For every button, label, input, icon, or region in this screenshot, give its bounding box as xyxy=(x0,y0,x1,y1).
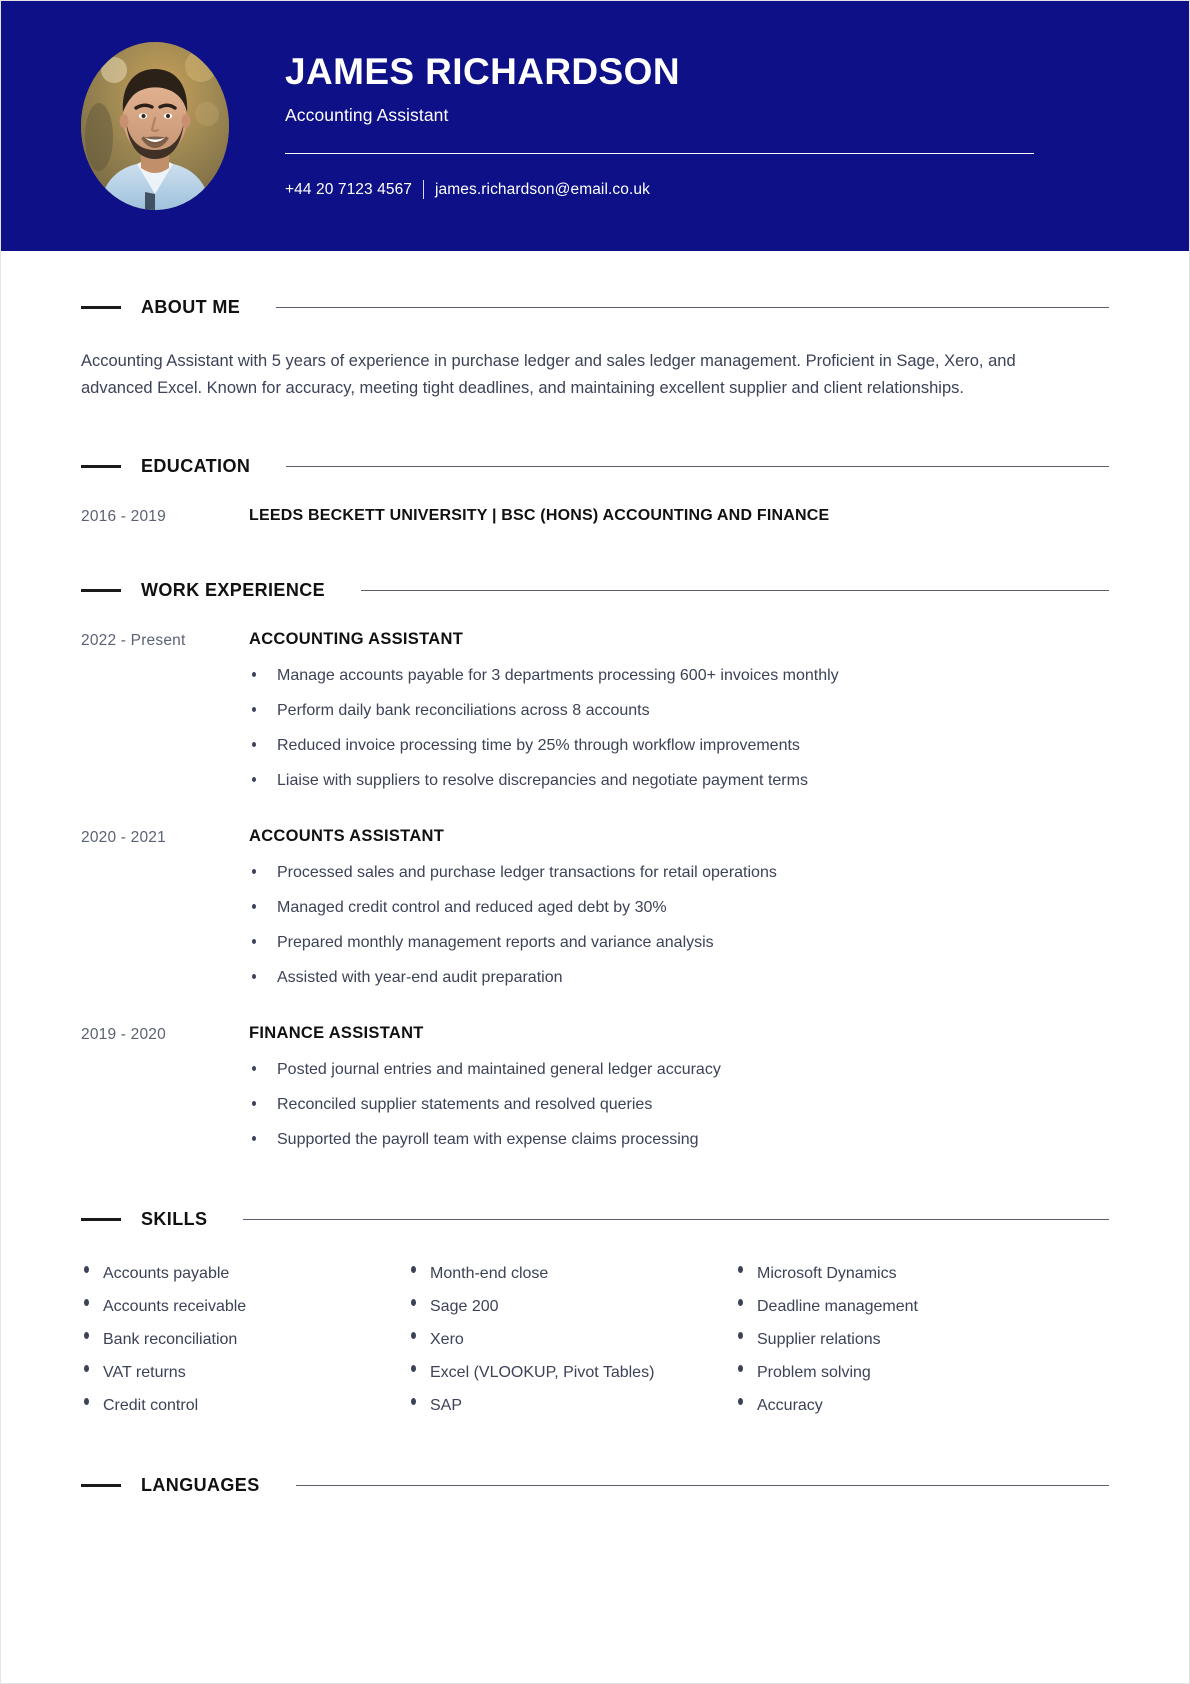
section-rule xyxy=(361,590,1109,591)
about-me-text: Accounting Assistant with 5 years of experience in purchase ledger and sales ledger management. Proficient in Sage, Xero, and advanced Excel. Known for accuracy, meeting tight deadlines, and maintaining excellent supplier and client relationships. xyxy=(81,352,1016,397)
work-bullet: Prepared monthly management reports and variance analysis xyxy=(249,931,1109,955)
header-divider xyxy=(285,153,1034,154)
section-rule xyxy=(296,1485,1109,1486)
work-job-title: ACCOUNTING ASSISTANT xyxy=(249,629,464,648)
work-entry xyxy=(81,630,1109,793)
work-bullet: Reconciled supplier statements and resolved queries xyxy=(249,1093,1109,1117)
skill-item: Accuracy xyxy=(735,1390,1109,1423)
section-dash-icon xyxy=(81,1218,121,1221)
work-bullet-list xyxy=(249,861,1109,990)
work-job-title: ACCOUNTS ASSISTANT xyxy=(249,826,445,845)
skill-item: Deadline management xyxy=(735,1291,1109,1324)
section-skills xyxy=(81,1210,1109,1423)
work-entry xyxy=(81,1024,1109,1152)
section-dash-icon xyxy=(81,589,121,592)
section-dash-icon xyxy=(81,306,121,309)
skills-grid xyxy=(81,1258,1109,1423)
section-title-skills: SKILLS xyxy=(141,1209,208,1230)
section-header-work xyxy=(81,581,1109,601)
skill-item: Credit control xyxy=(81,1390,408,1423)
work-bullet: Managed credit control and reduced aged debt by 30% xyxy=(249,896,1109,920)
work-details xyxy=(249,1024,1109,1152)
section-languages xyxy=(81,1476,1109,1496)
skill-item: Sage 200 xyxy=(408,1291,735,1324)
section-rule xyxy=(243,1219,1109,1220)
skill-item: VAT returns xyxy=(81,1357,408,1390)
work-bullet: Reduced invoice processing time by 25% through workflow improvements xyxy=(249,734,1109,758)
skill-item: Month-end close xyxy=(408,1258,735,1291)
email-address[interactable]: james.richardson@email.co.uk xyxy=(435,180,650,198)
education-degree: LEEDS BECKETT UNIVERSITY | BSC (HONS) ACCOUNTING AND FINANCE xyxy=(249,506,830,524)
section-header-languages xyxy=(81,1476,1109,1496)
avatar xyxy=(81,42,229,210)
work-bullet: Assisted with year-end audit preparation xyxy=(249,966,1109,990)
skill-item: Xero xyxy=(408,1324,735,1357)
work-bullet: Perform daily bank reconciliations across 8 accounts xyxy=(249,699,1109,723)
section-rule xyxy=(276,307,1109,308)
work-job-title: FINANCE ASSISTANT xyxy=(249,1023,424,1042)
work-bullet-list xyxy=(249,1058,1109,1152)
work-bullet-list xyxy=(249,664,1109,793)
skill-item: SAP xyxy=(408,1390,735,1423)
section-education xyxy=(81,457,1109,526)
education-entry xyxy=(81,507,1109,526)
work-bullet: Supported the payroll team with expense claims processing xyxy=(249,1128,1109,1152)
skill-item: Excel (VLOOKUP, Pivot Tables) xyxy=(408,1357,735,1390)
resume-body xyxy=(1,297,1189,1496)
page-title: JAMES RICHARDSON xyxy=(285,50,680,92)
work-entry xyxy=(81,827,1109,990)
header-text-block xyxy=(285,50,1189,200)
work-details xyxy=(249,630,1109,793)
section-header-about xyxy=(81,297,1109,317)
section-dash-icon xyxy=(81,1484,121,1487)
work-details xyxy=(249,827,1109,990)
phone-number[interactable]: +44 20 7123 4567 xyxy=(285,180,413,198)
job-role-subtitle: Accounting Assistant xyxy=(285,105,449,126)
contact-line xyxy=(285,180,1034,199)
resume-header xyxy=(1,1,1189,251)
section-work-experience xyxy=(81,581,1109,1152)
work-dates: 2019 - 2020 xyxy=(81,1025,166,1043)
section-title-education: EDUCATION xyxy=(141,456,251,477)
skill-item: Bank reconciliation xyxy=(81,1324,408,1357)
work-bullet: Manage accounts payable for 3 departments processing 600+ invoices monthly xyxy=(249,664,1109,688)
section-rule xyxy=(286,466,1109,467)
section-header-education xyxy=(81,457,1109,477)
skill-item: Problem solving xyxy=(735,1357,1109,1390)
section-header-skills xyxy=(81,1210,1109,1230)
work-bullet: Posted journal entries and maintained general ledger accuracy xyxy=(249,1058,1109,1082)
avatar-photo xyxy=(81,42,229,210)
skill-item: Accounts payable xyxy=(81,1258,408,1291)
work-dates: 2022 - Present xyxy=(81,631,186,649)
section-about-me xyxy=(81,297,1109,402)
education-dates: 2016 - 2019 xyxy=(81,507,166,525)
section-title-about: ABOUT ME xyxy=(141,296,241,317)
skill-item: Accounts receivable xyxy=(81,1291,408,1324)
section-dash-icon xyxy=(81,465,121,468)
section-title-languages: LANGUAGES xyxy=(141,1475,260,1496)
work-bullet: Processed sales and purchase ledger transactions for retail operations xyxy=(249,861,1109,885)
section-title-work: WORK EXPERIENCE xyxy=(141,580,326,601)
work-bullet: Liaise with suppliers to resolve discrepancies and negotiate payment terms xyxy=(249,769,1109,793)
contact-separator xyxy=(423,180,424,199)
skill-item: Microsoft Dynamics xyxy=(735,1258,1109,1291)
skill-item: Supplier relations xyxy=(735,1324,1109,1357)
work-dates: 2020 - 2021 xyxy=(81,828,166,846)
